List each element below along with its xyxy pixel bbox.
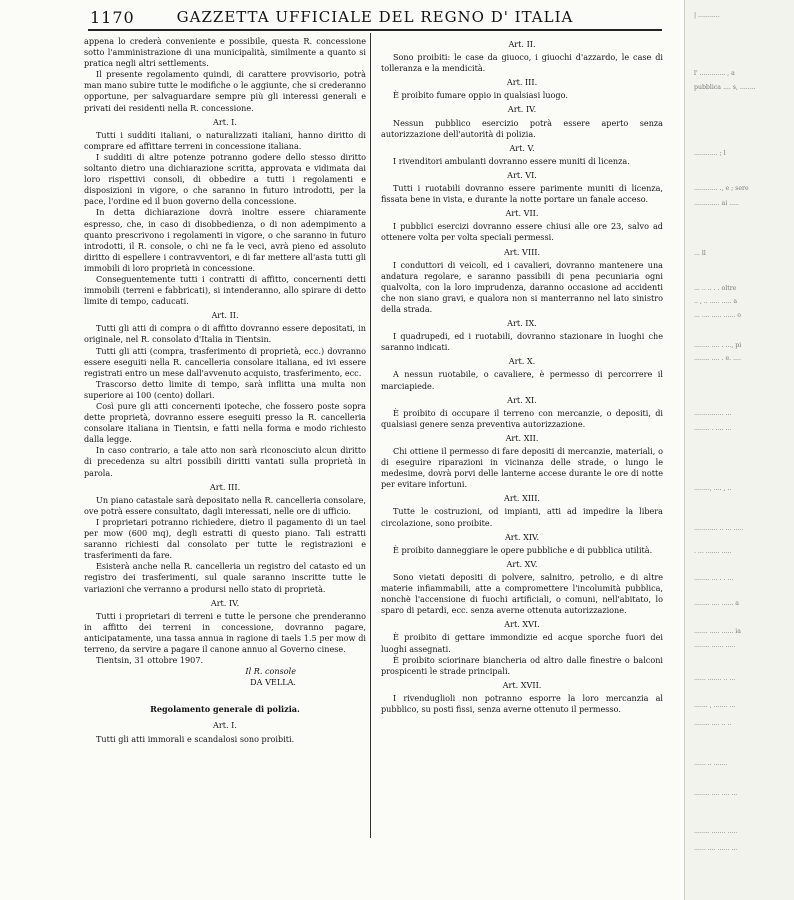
article-heading: Art. III. [209,481,241,492]
paragraph: Tutti i proprietari di terreni e tutte le persone che prenderanno in affitto dei terreni in concessione, dovranno pagare, anticipatamente, una tassa annua in ragione di taels 1.5 per mow di terreno, da servire a pagare il canone annuo al Governo cinese. [84,610,366,654]
paragraph: I proprietari potranno richiedere, dietro il pagamento di un tael per mow (600 mq), degli estratti di questo piano. Tali estratti saranno richiesti dal consolato per tutte le registrazioni e trasferimenti da fare. [84,516,366,561]
bleed-text-fragment: ............. ai ..... [694,200,740,207]
bleed-text-fragment: ............ ., e ; sere [694,185,749,192]
article-heading: Art. XV. [506,558,538,569]
bleed-text-fragment: ........ ...... ..... [694,642,736,649]
paragraph: Conseguentemente tutti i contratti di affitto, concernenti detti immobili (terreni e fabbricati), si intenderanno, allo spirare di detto limite di tempo, caducati. [84,273,366,307]
bleed-text-fragment: ............ .. ... ..... [694,525,744,532]
article-heading: Art. I. [213,116,237,127]
left-column [84,36,366,745]
bleed-text-fragment: ... .. .. . . oltre [694,285,737,292]
bleed-text-fragment: ...... ....... .. ... [694,675,736,682]
paragraph: I pubblici esercizi dovranno essere chiusi alle ore 23, salvo ad ottenere volta per volta speciali permessi. [381,221,663,243]
bleed-text-fragment: ........ .... . e. .... [694,355,741,362]
paragraph: Il presente regolamento quindi, di carattere provvisorio, potrà man mano subire tutte le modifiche o le aggiunte, che si crederanno opportune, per salvaguardare sempre più gli interessi generali e privati dei residenti nella R. concessione. [84,69,366,113]
paragraph: Tutti gli atti di compra o di affitto dovranno essere depositati, in originale, nel R. consolato d'Italia in Tientsin. [84,323,366,345]
page-number: 1170 [90,8,135,27]
bleed-text-fragment: ........, .... , .. [694,485,732,492]
bleed-text-fragment: ... ll [694,250,706,257]
article-heading: Art. I. [213,720,237,731]
paragraph: appena lo crederà conveniente e possibile, questa R. concessione sotto l'amministrazione di una municipalità, similmente a quanto si pratica negli altri settlements. [84,36,366,69]
paragraph: Tutti i sudditi italiani, o naturalizzati italiani, hanno diritto di comprare ed affittare terreni in concessione italiana. [84,129,366,151]
right-column [381,36,663,715]
page-header [80,4,670,28]
gazette-title: GAZZETTA UFFICIALE DEL REGNO D' ITALIA [176,8,574,26]
bleed-text-fragment: ...... .... ...... ... [694,845,738,852]
signatory-title: Il R. console [245,666,296,677]
paragraph: Trascorso detto limite di tempo, sarà inflitta una multa non superiore ai 100 (cento) dollari. [84,378,366,400]
bleed-text-fragment: ............... ... [694,410,732,417]
bleed-text-fragment: ...... .. ....... [694,760,728,767]
article-heading: Art. II. [508,39,536,49]
paragraph: È proibito di occupare il terreno con mercanzie, o depositi, di qualsiasi genere senza preventiva autorizzazione. [381,407,663,429]
article-heading: Art. XIII. [503,493,541,504]
paragraph: Esisterà anche nella R. cancelleria un registro del catasto ed un registro dei trasferimenti, sul quale saranno inscritte tutte le variazioni che verranno a prodursi nello stato di proprietà. [84,561,366,594]
paragraph: È proibito sciorinare biancheria od altro dalle finestre o balconi prospicenti le strade principali. [381,654,663,676]
paragraph: Chi ottiene il permesso di fare depositi di mercanzie, materiali, o di eseguire riparazioni in vicinanza delle strade, o lungo le medesime, dovrà porvi delle lanterne accese durante le ore di notte per evitare infortuni. [381,446,663,490]
article-heading: Art. XVI. [504,619,540,630]
paragraph: È proibito danneggiare le opere pubbliche e di pubblica utilità. [393,544,653,555]
bleed-text-fragment: ............ ; l [694,150,726,157]
paragraph: È proibito di gettare immondizie ed acque sporche fuori dei luoghi assegnati. [381,632,663,654]
paragraph: In caso contrario, a tale atto non sarà riconosciuto alcun diritto di precedenza su altri possibili diritti vantati sulla proprietà in parola. [84,445,366,478]
bleed-text-fragment: .. , .. ..... ..... a [694,298,738,305]
article-heading: Art. VIII. [503,246,541,257]
paragraph: I rivenduglioli non potranno esporre la loro mercanzia al pubblico, su posti fissi, senza averne ottenuto il permesso. [381,692,663,714]
bleed-text-fragment: ........ ... . . ... [694,575,734,582]
signatory-name: DA VELLA. [250,677,296,688]
bleed-text-fragment: ........ .... .... ... [694,790,738,797]
paragraph: Sono vietati depositi di polvere, salnitro, petrolio, e di altre materie infiammabili, atte a compromettere l'incolumità pubblica, nonchè l'accensione di fuochi artificiali, o comuni, nell'abitato, lo sparo di petardi, ecc. senza averne ottenuta autorizzazione. [381,571,663,616]
article-heading: Art. VII. [505,208,539,219]
article-heading: Art. XIV. [504,531,540,542]
article-heading: Art. IV. [210,597,240,608]
paragraph: I quadrupedi, ed i ruotabili, dovranno stazionare in luoghi che saranno indicati. [381,331,663,353]
bleed-text-fragment: pubblica .... s, ........ [694,84,756,91]
header-rule [88,29,662,31]
adjacent-page-bleed [684,0,794,900]
bleed-text-fragment: ........ .... .. .. [694,720,732,727]
bleed-text-fragment: . ... ....... ..... [694,548,732,555]
bleed-text-fragment: l' ............. , a [694,70,735,77]
paragraph: Tutti gli atti (compra, trasferimento di proprietà, ecc.) dovranno essere eseguiti nella R. cancelleria consolare italiana, ed ivi essere registrati entro un mese dall'avvenuto acquisto, trasferimento, ecc. [84,345,366,378]
paragraph: In detta dichiarazione dovrà inoltre essere chiaramente espresso, che, in caso di disobbedienza, o di non adempimento a quanto prescrivono i regolamenti in vigore, o che saranno in futuro introdotti, il R. console, o chi ne fa le veci, avrà pieno ed assoluto diritto di espellere i contravventori, e di far mettere all'asta tutti gli immobili di loro proprietà in concessione. [84,207,366,273]
paragraph: Sono proibiti: le case da giuoco, i giuochi d'azzardo, le case di tolleranza e la mendicità. [381,52,663,74]
bleed-text-fragment: | ........... [694,12,720,19]
paragraph: I rivenditori ambulanti dovranno essere muniti di licenza. [393,155,630,166]
paragraph: Così pure gli atti concernenti ipoteche, che fossero poste sopra dette proprietà, dovranno essere eseguiti presso la R. cancelleria consolare italiana in Tientsin, e fatti nella forma e modo richiesto dalla legge. [84,401,366,445]
paragraph: È proibito fumare oppio in qualsiasi luogo. [393,90,568,101]
column-divider [370,33,371,838]
bleed-text-fragment: ........ .... ...... a [694,600,739,607]
paragraph: Tutte le costruzioni, od impianti, atti ad impedire la libera circolazione, sono proibite. [381,506,663,528]
article-heading: Art. XI. [507,394,537,405]
paragraph: Un piano catastale sarà depositato nella R. cancelleria consolare, ove potrà essere consultato, dagli interessati, nelle ore di ufficio. [84,494,366,516]
article-heading: Art. IX. [507,318,537,329]
article-heading: Art. VI. [507,169,537,180]
paragraph: I conduttori di veicoli, ed i cavalieri, dovranno mantenere una andatura regolare, e saranno passibili di pena pecuniaria ogni qualvolta, con la loro imprudenza, daranno occasione ad accidenti che non siano gravi, e qualora non si manterranno nel lato sinistro della strada. [381,259,663,314]
paragraph: Tutti i ruotabili dovranno essere parimente muniti di licenza, fissata bene in vista, e durante la notte portare un fanale acceso. [381,183,663,205]
section-title: Regolamento generale di polizia. [150,704,300,715]
paragraph: I sudditi di altre potenze potranno godere dello stesso diritto soltanto dietro una dichiarazione scritta, approvata e vidimata dai loro rispettivi consoli, di obbedire a tutti i regolamenti e disposizioni in vigore, o che saranno in futuro introdotti, per la pace, l'ordine ed il buon governo della concessione. [84,151,366,207]
bleed-text-fragment: ........ . .... ... [694,425,732,432]
article-heading: Art. IV. [507,104,537,115]
page-gutter-line [684,0,685,900]
bleed-text-fragment: ........ ....... ..... [694,828,738,835]
article-heading: Art. XII. [505,432,539,443]
article-heading: Art. V. [509,142,535,153]
article-heading: Art. XVII. [502,679,542,690]
paragraph: Tientsin, 31 ottobre 1907. [96,655,204,666]
article-heading: Art. II. [211,310,239,321]
paragraph: Nessun pubblico esercizio potrà essere aperto senza autorizzazione dell'autorità di polizia. [381,117,663,139]
bleed-text-fragment: ........ .... . ..., pi [694,342,742,349]
bleed-text-fragment: ....... ..... ...... ia [694,628,741,635]
paragraph: A nessun ruotabile, o cavaliere, è permesso di percorrere il marciapiede. [381,369,663,391]
bleed-text-fragment: ....... , ....... ... [694,702,736,709]
article-heading: Art. X. [508,356,536,367]
bleed-text-fragment: ... .... ..... ...... o [694,312,741,319]
article-heading: Art. III. [506,77,538,88]
paragraph: Tutti gli atti immorali e scandalosi sono proibiti. [96,733,295,744]
